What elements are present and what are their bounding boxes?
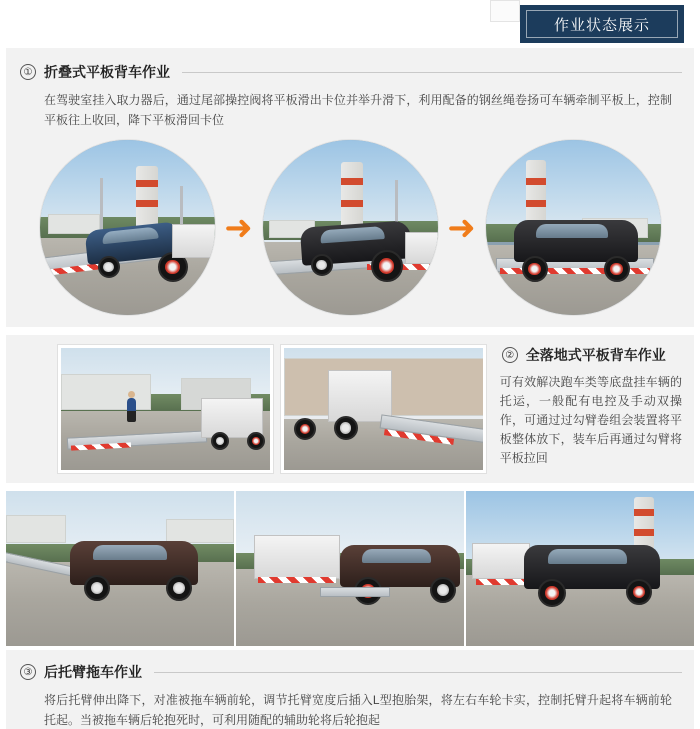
section-rear-tow-arm bbox=[6, 650, 694, 729]
photo-towarm-clamp bbox=[236, 491, 464, 646]
section-1-body: 在驾驶室挂入取力器后，通过尾部操控阀将平板滑出卡位并举升滑下，利用配备的钢丝绳卷扬可车辆牵制平板上，控制平板往上收回，降下平板滑回卡位 bbox=[44, 93, 672, 127]
section-1-photo-row bbox=[18, 140, 682, 315]
arrow-step2-to-step3: ➜ bbox=[447, 207, 476, 248]
section-1-title-row bbox=[20, 62, 682, 82]
section-2-body: 可有效解决跑车类等底盘挂车辆的托运，一般配有电控及手动双操作，可通过过勾臂卷组会装置将平板整体放下，装车后再通过勾臂将平板拉回 bbox=[499, 375, 682, 465]
section-1-number: ① bbox=[20, 64, 36, 80]
section-3-body: 将后托臂伸出降下，对准被拖车辆前轮，调节托臂宽度后插入L型抱胎架，将左右车轮卡实，控制托臂升起将车辆前轮托起。当被拖车辆后轮抱死时，可利用随配的辅助轮将后轮抱起 bbox=[44, 693, 672, 727]
section-3-photo-row bbox=[6, 491, 694, 646]
section-2-number: ② bbox=[502, 347, 518, 363]
section-3-divider bbox=[154, 672, 682, 673]
header-decoration bbox=[490, 0, 520, 22]
section-1-title: 折叠式平板背车作业 bbox=[44, 64, 170, 80]
section-2-row bbox=[18, 345, 682, 473]
section-3-title: 后托臂拖车作业 bbox=[44, 664, 142, 680]
photo-landing-flatbed-down bbox=[281, 345, 486, 473]
photo-folding-step2 bbox=[263, 140, 438, 315]
section-1-divider bbox=[182, 72, 682, 73]
section-full-landing-flatbed bbox=[6, 335, 694, 483]
section-folding-flatbed bbox=[6, 48, 694, 327]
section-3-number: ③ bbox=[20, 664, 36, 680]
photo-towarm-align bbox=[6, 491, 234, 646]
photo-landing-operator bbox=[58, 345, 273, 473]
arrow-step1-to-step2: ➜ bbox=[224, 207, 253, 248]
section-3-title-row bbox=[20, 662, 682, 682]
status-display-tab-label: 作业状态展示 bbox=[526, 10, 678, 38]
page-header bbox=[0, 0, 700, 48]
section-2-text bbox=[500, 345, 682, 468]
photo-folding-step1 bbox=[40, 140, 215, 315]
status-display-tab bbox=[520, 5, 684, 43]
section-2-title-row bbox=[502, 345, 682, 365]
section-2-title: 全落地式平板背车作业 bbox=[525, 347, 666, 363]
photo-towarm-lifted bbox=[466, 491, 694, 646]
photo-folding-step3 bbox=[486, 140, 661, 315]
